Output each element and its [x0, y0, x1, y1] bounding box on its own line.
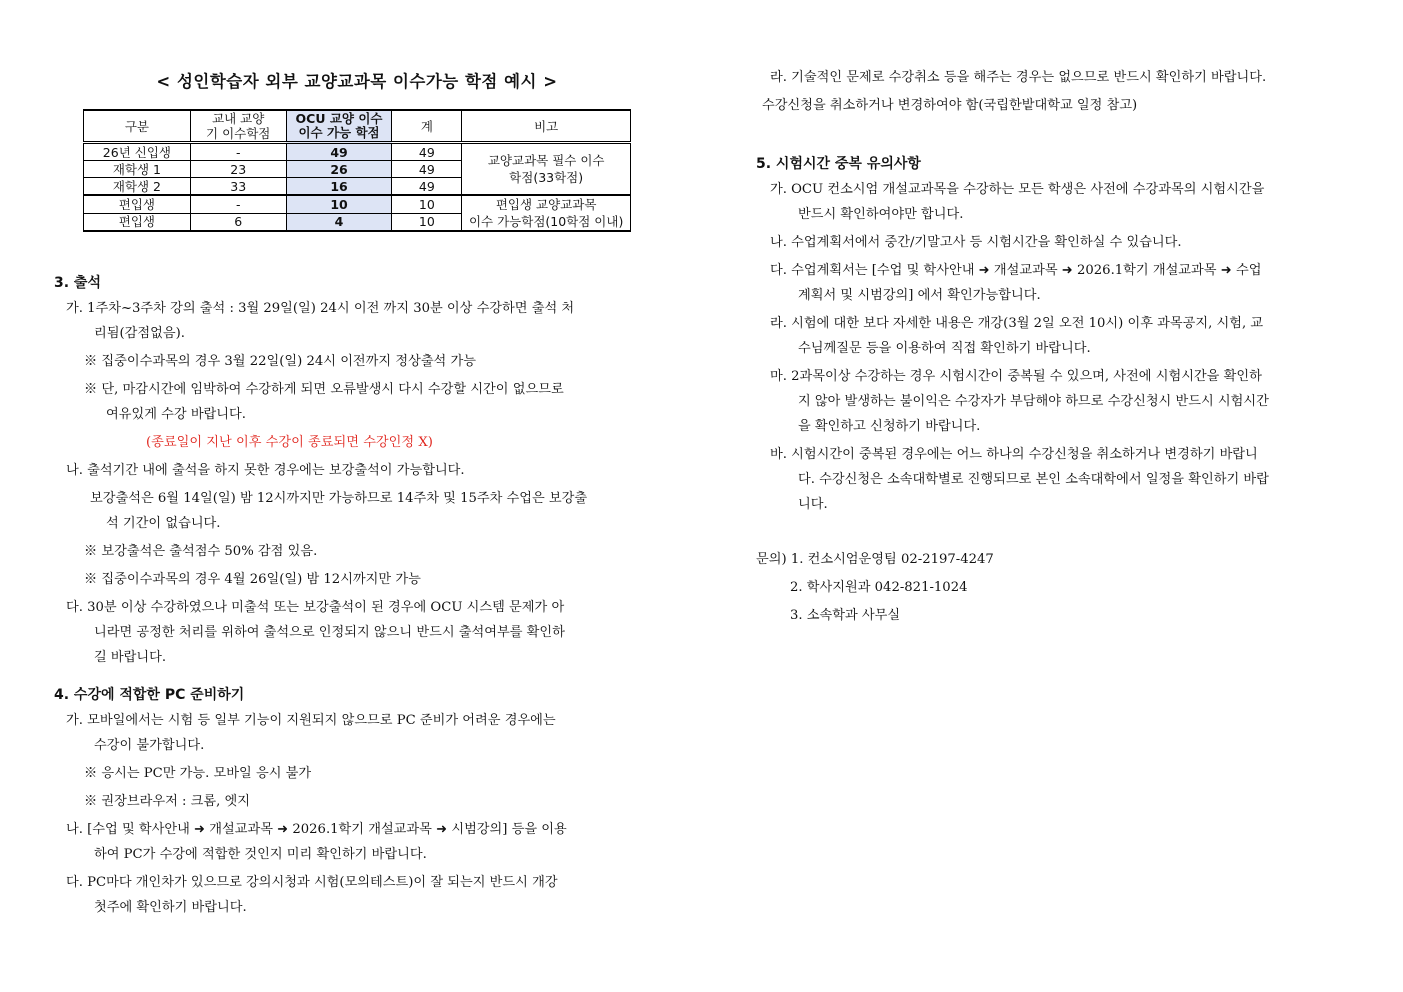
s5-ga-line1: 가. OCU 컨소시엄 개설교과목을 수강하는 모든 학생은 사전에 수강과목의 시험시간을 [770, 182, 1265, 197]
table-row [84, 195, 631, 213]
table-header-row [84, 110, 631, 143]
s5-da-line1: 다. 수업계획서는 [수업 및 학사안내 ➜ 개설교과목 ➜ 2026.1학기 개설교과목 ➜ 수업 [770, 263, 1262, 278]
row-total: 49 [392, 143, 462, 161]
s3-ga-note2b: 여유있게 수강 바랍니다. [106, 407, 246, 422]
row-total: 49 [392, 178, 462, 196]
row-note-2: 편입생 교양교과목 이수 가능학점(10학점 이내) [462, 195, 631, 231]
section-4-heading: 4. 수강에 적합한 PC 준비하기 [54, 687, 245, 703]
header-remarks: 비고 [462, 110, 631, 143]
s4-ga-note1: ※ 응시는 PC만 가능. 모바일 응시 불가 [84, 766, 312, 781]
s5-ga-line2: 반드시 확인하여야만 합니다. [798, 207, 964, 222]
header-ocu-credits: OCU 교양 이수 이수 가능 학점 [286, 110, 392, 143]
table-row [84, 143, 631, 161]
s3-na-line1: 나. 출석기간 내에 출석을 하지 못한 경우에는 보강출석이 가능합니다. [66, 463, 465, 478]
row-ocu: 10 [286, 195, 392, 213]
s4-da-line2: 첫주에 확인하기 바랍니다. [94, 900, 247, 915]
s5-na-line1: 나. 수업계획서에서 중간/기말고사 등 시험시간을 확인하실 수 있습니다. [770, 235, 1182, 250]
contact-line3: 3. 소속학과 사무실 [790, 608, 901, 623]
s3-na-line2: 보강출석은 6월 14일(일) 밤 12시까지만 가능하므로 14주차 및 15주차 수업은 보강출 [90, 491, 588, 506]
row-label: 재학생 1 [84, 161, 191, 178]
s3-ga-note1: ※ 집중이수과목의 경우 3월 22일(일) 24시 이전까지 정상출석 가능 [84, 354, 476, 369]
row-ocu: 16 [286, 178, 392, 196]
s4-da-line1: 다. PC마다 개인차가 있으므로 강의시청과 시험(모의테스트)이 잘 되는지 반드시 개강 [66, 875, 558, 890]
row-prior: 6 [190, 213, 286, 231]
row-label: 재학생 2 [84, 178, 191, 196]
s3-na-line3: 석 기간이 없습니다. [106, 516, 221, 531]
section-3-heading: 3. 출석 [54, 275, 101, 291]
row-label: 편입생 [84, 213, 191, 231]
row-total: 10 [392, 195, 462, 213]
s5-ba-line1: 바. 시험시간이 중복된 경우에는 어느 하나의 수강신청을 취소하거나 변경하기 바랍니 [770, 447, 1258, 462]
header-category: 구분 [84, 110, 191, 143]
row-prior: - [190, 195, 286, 213]
right-ra-line1: 라. 기술적인 문제로 수강취소 등을 해주는 경우는 없으므로 반드시 확인하기 바랍니다. [770, 70, 1267, 85]
row-prior: - [190, 143, 286, 161]
s4-ga-note2: ※ 권장브라우저 : 크롬, 엣지 [84, 794, 250, 809]
header-prior-credits: 교내 교양 기 이수학점 [190, 110, 286, 143]
contact-line2: 2. 학사지원과 042-821-1024 [790, 580, 968, 595]
row-prior: 23 [190, 161, 286, 178]
row-label: 26년 신입생 [84, 143, 191, 161]
table-title: < 성인학습자 외부 교양교과목 이수가능 학점 예시 > [156, 72, 558, 91]
s4-na-line2: 하여 PC가 수강에 적합한 것인지 미리 확인하기 바랍니다. [94, 847, 427, 862]
s5-da-line2: 계획서 및 시범강의] 에서 확인가능합니다. [798, 288, 1041, 303]
row-ocu: 26 [286, 161, 392, 178]
s4-na-line1: 나. [수업 및 학사안내 ➜ 개설교과목 ➜ 2026.1학기 개설교과목 ➜ 시범강의] 등을 이용 [66, 822, 567, 837]
s3-da-line3: 길 바랍니다. [94, 650, 167, 665]
s5-ma-line2: 지 않아 발생하는 불이익은 수강자가 부담해야 하므로 수강신청시 반드시 시험시간 [798, 394, 1269, 409]
row-label: 편입생 [84, 195, 191, 213]
s3-na-note1: ※ 보강출석은 출석점수 50% 감점 있음. [84, 544, 318, 559]
row-note-1: 교양교과목 필수 이수 학점(33학점) [462, 143, 631, 196]
s5-ra-line1: 라. 시험에 대한 보다 자세한 내용은 개강(3월 2일 오전 10시) 이후 과목공지, 시험, 교 [770, 316, 1264, 331]
s3-ga-line1: 가. 1주차~3주차 강의 출석 : 3월 29일(일) 24시 이전 까지 30분 이상 수강하면 출석 처 [66, 301, 575, 316]
header-total: 계 [392, 110, 462, 143]
s5-ba-line2: 다. 수강신청은 소속대학별로 진행되므로 본인 소속대학에서 일정을 확인하기 바랍 [798, 472, 1269, 487]
row-ocu: 49 [286, 143, 392, 161]
s4-ga-line1: 가. 모바일에서는 시험 등 일부 기능이 지원되지 않으므로 PC 준비가 어려운 경우에는 [66, 713, 556, 728]
s5-ma-line1: 마. 2과목이상 수강하는 경우 시험시간이 중복될 수 있으며, 사전에 시험시간을 확인하 [770, 369, 1262, 384]
credit-table [83, 109, 631, 232]
s3-ga-line2: 리됨(감점없음). [94, 326, 185, 341]
s3-red-warning: (종료일이 지난 이후 수강이 종료되면 수강인정 X) [146, 435, 433, 450]
row-prior: 33 [190, 178, 286, 196]
s5-ma-line3: 을 확인하고 신청하기 바랍니다. [798, 419, 981, 434]
row-total: 49 [392, 161, 462, 178]
s5-ra-line2: 수님께질문 등을 이용하여 직접 확인하기 바랍니다. [798, 341, 1091, 356]
s3-ga-note2a: ※ 단, 마감시간에 임박하여 수강하게 되면 오류발생시 다시 수강할 시간이 없으므로 [84, 382, 564, 397]
row-total: 10 [392, 213, 462, 231]
section-5-heading: 5. 시험시간 중복 유의사항 [756, 156, 921, 172]
row-ocu: 4 [286, 213, 392, 231]
contact-line1: 문의) 1. 컨소시엄운영팀 02-2197-4247 [756, 552, 994, 567]
s3-da-line2: 니라면 공정한 처리를 위하여 출석으로 인정되지 않으니 반드시 출석여부를 확인하 [94, 625, 565, 640]
s3-da-line1: 다. 30분 이상 수강하였으나 미출석 또는 보강출석이 된 경우에 OCU 시스템 문제가 아 [66, 600, 565, 615]
s5-ba-line3: 니다. [798, 497, 828, 512]
right-ra-line2: 수강신청을 취소하거나 변경하여야 함(국립한밭대학교 일정 참고) [762, 98, 1138, 113]
s4-ga-line2: 수강이 불가합니다. [94, 738, 205, 753]
s3-na-note2: ※ 집중이수과목의 경우 4월 26일(일) 밤 12시까지만 가능 [84, 572, 421, 587]
